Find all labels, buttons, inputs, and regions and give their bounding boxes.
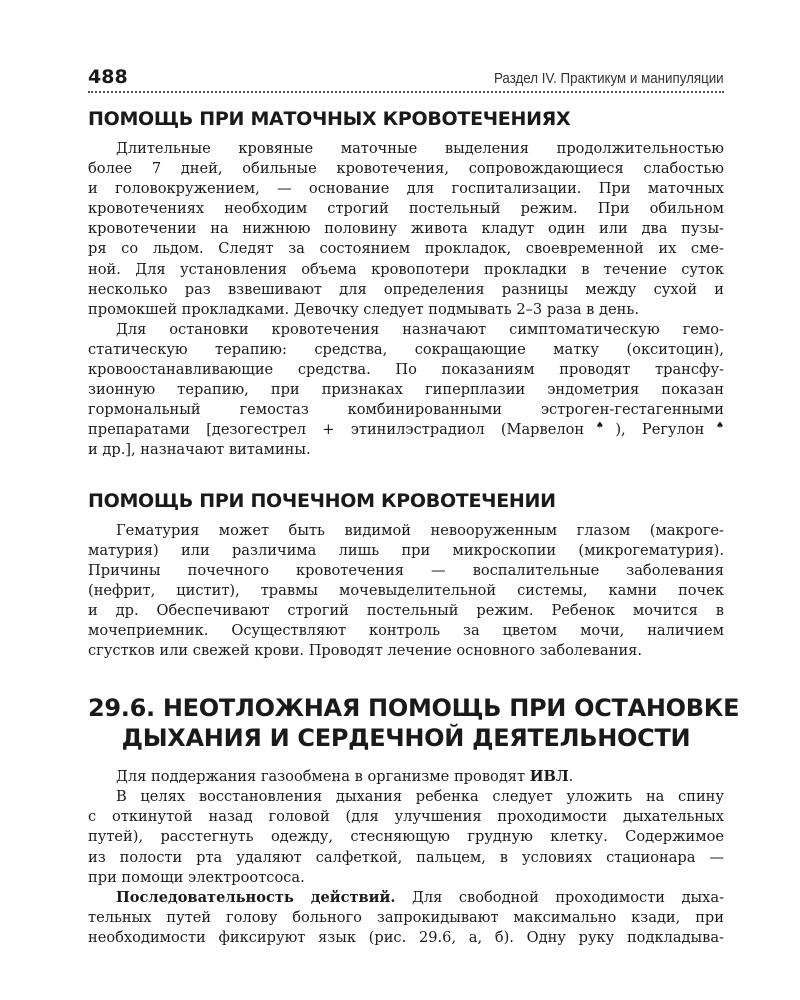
- text-line: матурия) или различима лишь при микроскопии (микрогематурия).: [88, 541, 724, 559]
- text-line: путей), расстегнуть одежду, стесняющую грудную клетку. Содержимое: [88, 828, 724, 846]
- paragraph-sequence: [88, 888, 724, 948]
- paragraph-breathing-restore: [88, 787, 724, 887]
- text-line: Длительные кровяные маточные выделения продолжительностью: [116, 140, 724, 157]
- text-line: несколько раз взвешивают для определения разницы между сухой и: [88, 280, 724, 298]
- running-header: [88, 62, 724, 93]
- registered-mark-icon: ♠: [584, 421, 616, 432]
- ventilation-end: .: [568, 768, 574, 786]
- text-line: промокшей прокладками. Девочку следует подмывать 2–3 раза в день.: [88, 300, 639, 318]
- paragraph-uterine-2: [88, 320, 724, 461]
- text-line: [88, 888, 724, 908]
- text-line: Для остановки кровотечения назначают симптоматическую гемо-: [116, 320, 724, 338]
- ventilation-term: ИВЛ: [529, 768, 569, 786]
- text-line: кровотечении на нижнюю половину живота кладут один или два пузы-: [88, 220, 724, 238]
- text-line: с откинутой назад головой (для улучшения проходимости дыхательных: [88, 808, 724, 826]
- page-number: 488: [88, 66, 128, 88]
- text-line: кровотечениях необходим строгий постельный режим. При обильном: [88, 200, 724, 218]
- paragraph-uterine-1: [88, 139, 724, 320]
- text-line: и др. Обеспечивают строгий постельный режим. Ребенок мочится в: [88, 601, 724, 619]
- text-line: зионную терапию, при признаках гиперплазии эндометрия показан: [88, 381, 724, 399]
- title-line-2: ДЫХАНИЯ И СЕРДЕЧНОЙ ДЕЯТЕЛЬНОСТИ: [121, 724, 691, 753]
- text-line: статическую терапию: средства, сокращающие матку (окситоцин),: [88, 340, 724, 358]
- text-line: [88, 767, 724, 787]
- text-line: гормональный гемостаз комбинированными эстроген-гестагенными: [88, 401, 724, 419]
- text-line: ной. Для установления объема кровопотери прокладки в течение суток: [88, 260, 724, 278]
- text-line: при помощи электроотсоса.: [88, 868, 305, 886]
- sequence-text: Для свободной проходимости дыха-: [395, 888, 724, 906]
- text-line: ря со льдом. Следят за состоянием прокладок, своевременной их сме-: [88, 240, 724, 258]
- chapter-section-title: [88, 693, 740, 753]
- text-line: Причины почечного кровотечения — воспалительные заболевания: [88, 561, 724, 579]
- text-line: и др.], назначают витамины.: [88, 441, 311, 459]
- text-line: мочеприемник. Осуществляют контроль за цветом мочи, наличием: [88, 621, 724, 639]
- text-line: и головокружением, — основание для госпитализации. При маточных: [88, 180, 724, 198]
- paragraph-ventilation: [88, 767, 724, 787]
- heading-uterine-bleeding: ПОМОЩЬ ПРИ МАТОЧНЫХ КРОВОТЕЧЕНИЯХ: [88, 108, 571, 130]
- text-line: В целях восстановления дыхания ребенка следует уложить на спину: [116, 788, 724, 806]
- text-line: необходимости фиксируют язык (рис. 29.6, а, б). Одну руку подкладыва-: [88, 928, 724, 946]
- paragraph-renal-1: [88, 521, 724, 662]
- text-line: более 7 дней, обильные кровотечения, сопровождающиеся слабостью: [88, 160, 724, 178]
- text-line: тельных путей голову больного запрокидывают максимально кзади, при: [88, 908, 724, 926]
- running-section-title: Раздел IV. Практикум и манипуляции: [494, 71, 724, 87]
- heading-renal-bleeding: ПОМОЩЬ ПРИ ПОЧЕЧНОМ КРОВОТЕЧЕНИИ: [88, 489, 556, 512]
- book-page: [88, 62, 740, 948]
- ventilation-text: Для поддержания газообмена в организме проводят: [116, 768, 530, 786]
- text-line: кровоостанавливающие средства. По показаниям проводят трансфу-: [88, 361, 724, 379]
- sequence-term: Последовательность действий.: [116, 888, 396, 906]
- text-line: сгустков или свежей крови. Проводят лечение основного заболевания.: [88, 642, 643, 660]
- drug-list-text: препаратами [дезогестрел + этинилэстрадиол (Марвелон: [88, 421, 585, 439]
- text-line: [88, 420, 724, 440]
- drug-list-text-2: ), Регулон: [615, 421, 705, 439]
- text-line: из полости рта удаляют салфеткой, пальцем, в условиях стационара —: [88, 848, 724, 866]
- title-line-1: 29.6. НЕОТЛОЖНАЯ ПОМОЩЬ ПРИ ОСТАНОВКЕ: [88, 694, 740, 723]
- text-line: Гематурия может быть видимой невооруженным глазом (макроге-: [116, 521, 724, 539]
- registered-mark-icon: ♠: [704, 421, 724, 432]
- text-line: (нефрит, цистит), травмы мочевыделительной системы, камни почек: [88, 581, 724, 599]
